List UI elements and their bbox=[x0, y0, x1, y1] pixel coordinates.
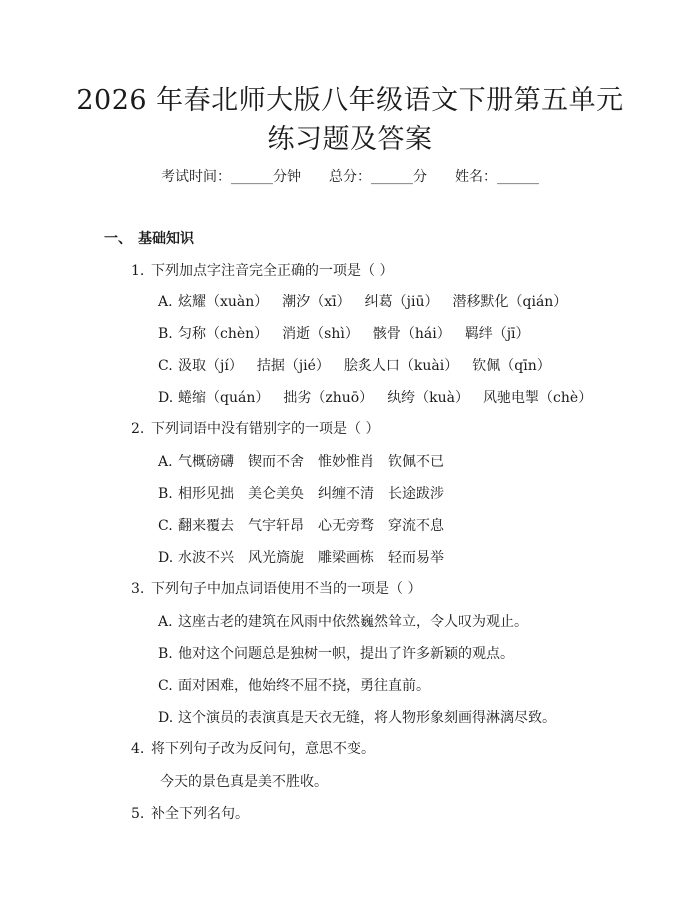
option-item: 消逝（shì） bbox=[282, 326, 359, 342]
option-label: D. bbox=[158, 710, 174, 726]
option-item: 纠缠不清 bbox=[318, 486, 374, 502]
q4-sentence: 今天的景色真是美不胜收。 bbox=[160, 774, 328, 790]
q1-option-a bbox=[158, 291, 567, 313]
option-item: 纠葛（jiū） bbox=[364, 294, 439, 310]
option-item: 羁绊（jī） bbox=[464, 326, 530, 342]
option-item: 拮据（jié） bbox=[256, 358, 330, 374]
document-title-line-1: 2026 年春北师大版八年级语文下册第五单元 bbox=[76, 85, 624, 116]
question-text: 下列句子中加点词语使用不当的一项是（ ） bbox=[151, 581, 422, 597]
option-label: A. bbox=[158, 294, 173, 310]
q2-option-b bbox=[158, 483, 444, 505]
section-number: 一、 bbox=[104, 231, 132, 247]
option-label: D. bbox=[158, 390, 174, 406]
question-text: 下列加点字注音完全正确的一项是（ ） bbox=[151, 263, 394, 279]
option-label: C. bbox=[158, 678, 173, 694]
option-text: 他对这个问题总是独树一帜，提出了许多新颖的观点。 bbox=[178, 646, 514, 662]
question-text: 下列词语中没有错别字的一项是（ ） bbox=[151, 421, 380, 437]
option-item: 雕梁画栋 bbox=[318, 550, 374, 566]
option-item: 翻来覆去 bbox=[178, 518, 234, 534]
option-item: 汲取（jí） bbox=[178, 358, 243, 374]
option-item: 钦佩不已 bbox=[388, 454, 444, 470]
option-label: A. bbox=[158, 614, 173, 630]
option-item: 心无旁骛 bbox=[318, 518, 374, 534]
option-item: 轻而易举 bbox=[388, 550, 444, 566]
option-item: 气概磅礴 bbox=[178, 454, 234, 470]
q3-option-c bbox=[158, 675, 430, 697]
option-text: 这个演员的表演真是天衣无缝，将人物形象刻画得淋漓尽致。 bbox=[178, 710, 556, 726]
q2-option-c bbox=[158, 515, 444, 537]
q1-option-b bbox=[158, 323, 530, 345]
question-text: 补全下列名句。 bbox=[151, 806, 249, 822]
option-item: 潮汐（xī） bbox=[282, 294, 351, 310]
q2-option-a bbox=[158, 451, 444, 473]
question-5 bbox=[131, 803, 249, 825]
q3-option-b bbox=[158, 643, 514, 665]
option-text: 面对困难，他始终不屈不挠，勇往直前。 bbox=[178, 678, 430, 694]
option-item: 拙劣（zhuō） bbox=[283, 390, 374, 406]
option-text: 这座古老的建筑在风雨中依然巍然耸立，令人叹为观止。 bbox=[178, 614, 528, 630]
option-item: 相形见拙 bbox=[178, 486, 234, 502]
section-title: 基础知识 bbox=[138, 231, 194, 247]
question-3 bbox=[131, 578, 421, 600]
exam-time: 考试时间：______分钟 bbox=[161, 169, 301, 185]
q2-option-d bbox=[158, 547, 444, 569]
question-2 bbox=[131, 418, 379, 440]
option-label: C. bbox=[158, 518, 173, 534]
option-item: 脍炙人口（kuài） bbox=[343, 358, 459, 374]
exam-total-score: 总分：______分 bbox=[329, 169, 427, 185]
question-number: 2. bbox=[131, 421, 145, 437]
question-number: 1. bbox=[131, 263, 145, 279]
option-label: D. bbox=[158, 550, 174, 566]
option-item: 蜷缩（quán） bbox=[178, 390, 270, 406]
section-heading bbox=[104, 228, 194, 250]
exam-meta bbox=[0, 166, 700, 188]
question-1 bbox=[131, 260, 393, 282]
option-item: 气宇轩昂 bbox=[248, 518, 304, 534]
option-item: 纨绔（kuà） bbox=[387, 390, 470, 406]
option-item: 骸骨（hái） bbox=[372, 326, 451, 342]
question-4 bbox=[131, 738, 375, 760]
option-label: B. bbox=[158, 646, 173, 662]
option-item: 长途跋涉 bbox=[388, 486, 444, 502]
option-item: 美仑美奂 bbox=[248, 486, 304, 502]
q1-option-d bbox=[158, 387, 592, 409]
document-title-line-2: 练习题及答案 bbox=[267, 124, 433, 155]
q1-option-c bbox=[158, 355, 551, 377]
option-item: 匀称（chèn） bbox=[178, 326, 269, 342]
question-number: 3. bbox=[131, 581, 145, 597]
option-item: 炫耀（xuàn） bbox=[178, 294, 269, 310]
option-label: B. bbox=[158, 486, 173, 502]
exam-student-name: 姓名：______ bbox=[455, 169, 539, 185]
question-text: 将下列句子改为反问句，意思不变。 bbox=[151, 741, 375, 757]
question-number: 5. bbox=[131, 806, 145, 822]
option-item: 风驰电掣（chè） bbox=[483, 390, 593, 406]
q3-option-a bbox=[158, 611, 528, 633]
option-item: 水波不兴 bbox=[178, 550, 234, 566]
option-item: 锲而不舍 bbox=[248, 454, 304, 470]
option-item: 潜移默化（qián） bbox=[452, 294, 568, 310]
q3-option-d bbox=[158, 707, 556, 729]
question-number: 4. bbox=[131, 741, 145, 757]
option-label: C. bbox=[158, 358, 173, 374]
option-item: 穿流不息 bbox=[388, 518, 444, 534]
option-label: A. bbox=[158, 454, 173, 470]
option-label: B. bbox=[158, 326, 173, 342]
option-item: 风光旖旎 bbox=[248, 550, 304, 566]
option-item: 钦佩（qīn） bbox=[472, 358, 551, 374]
option-item: 惟妙惟肖 bbox=[318, 454, 374, 470]
